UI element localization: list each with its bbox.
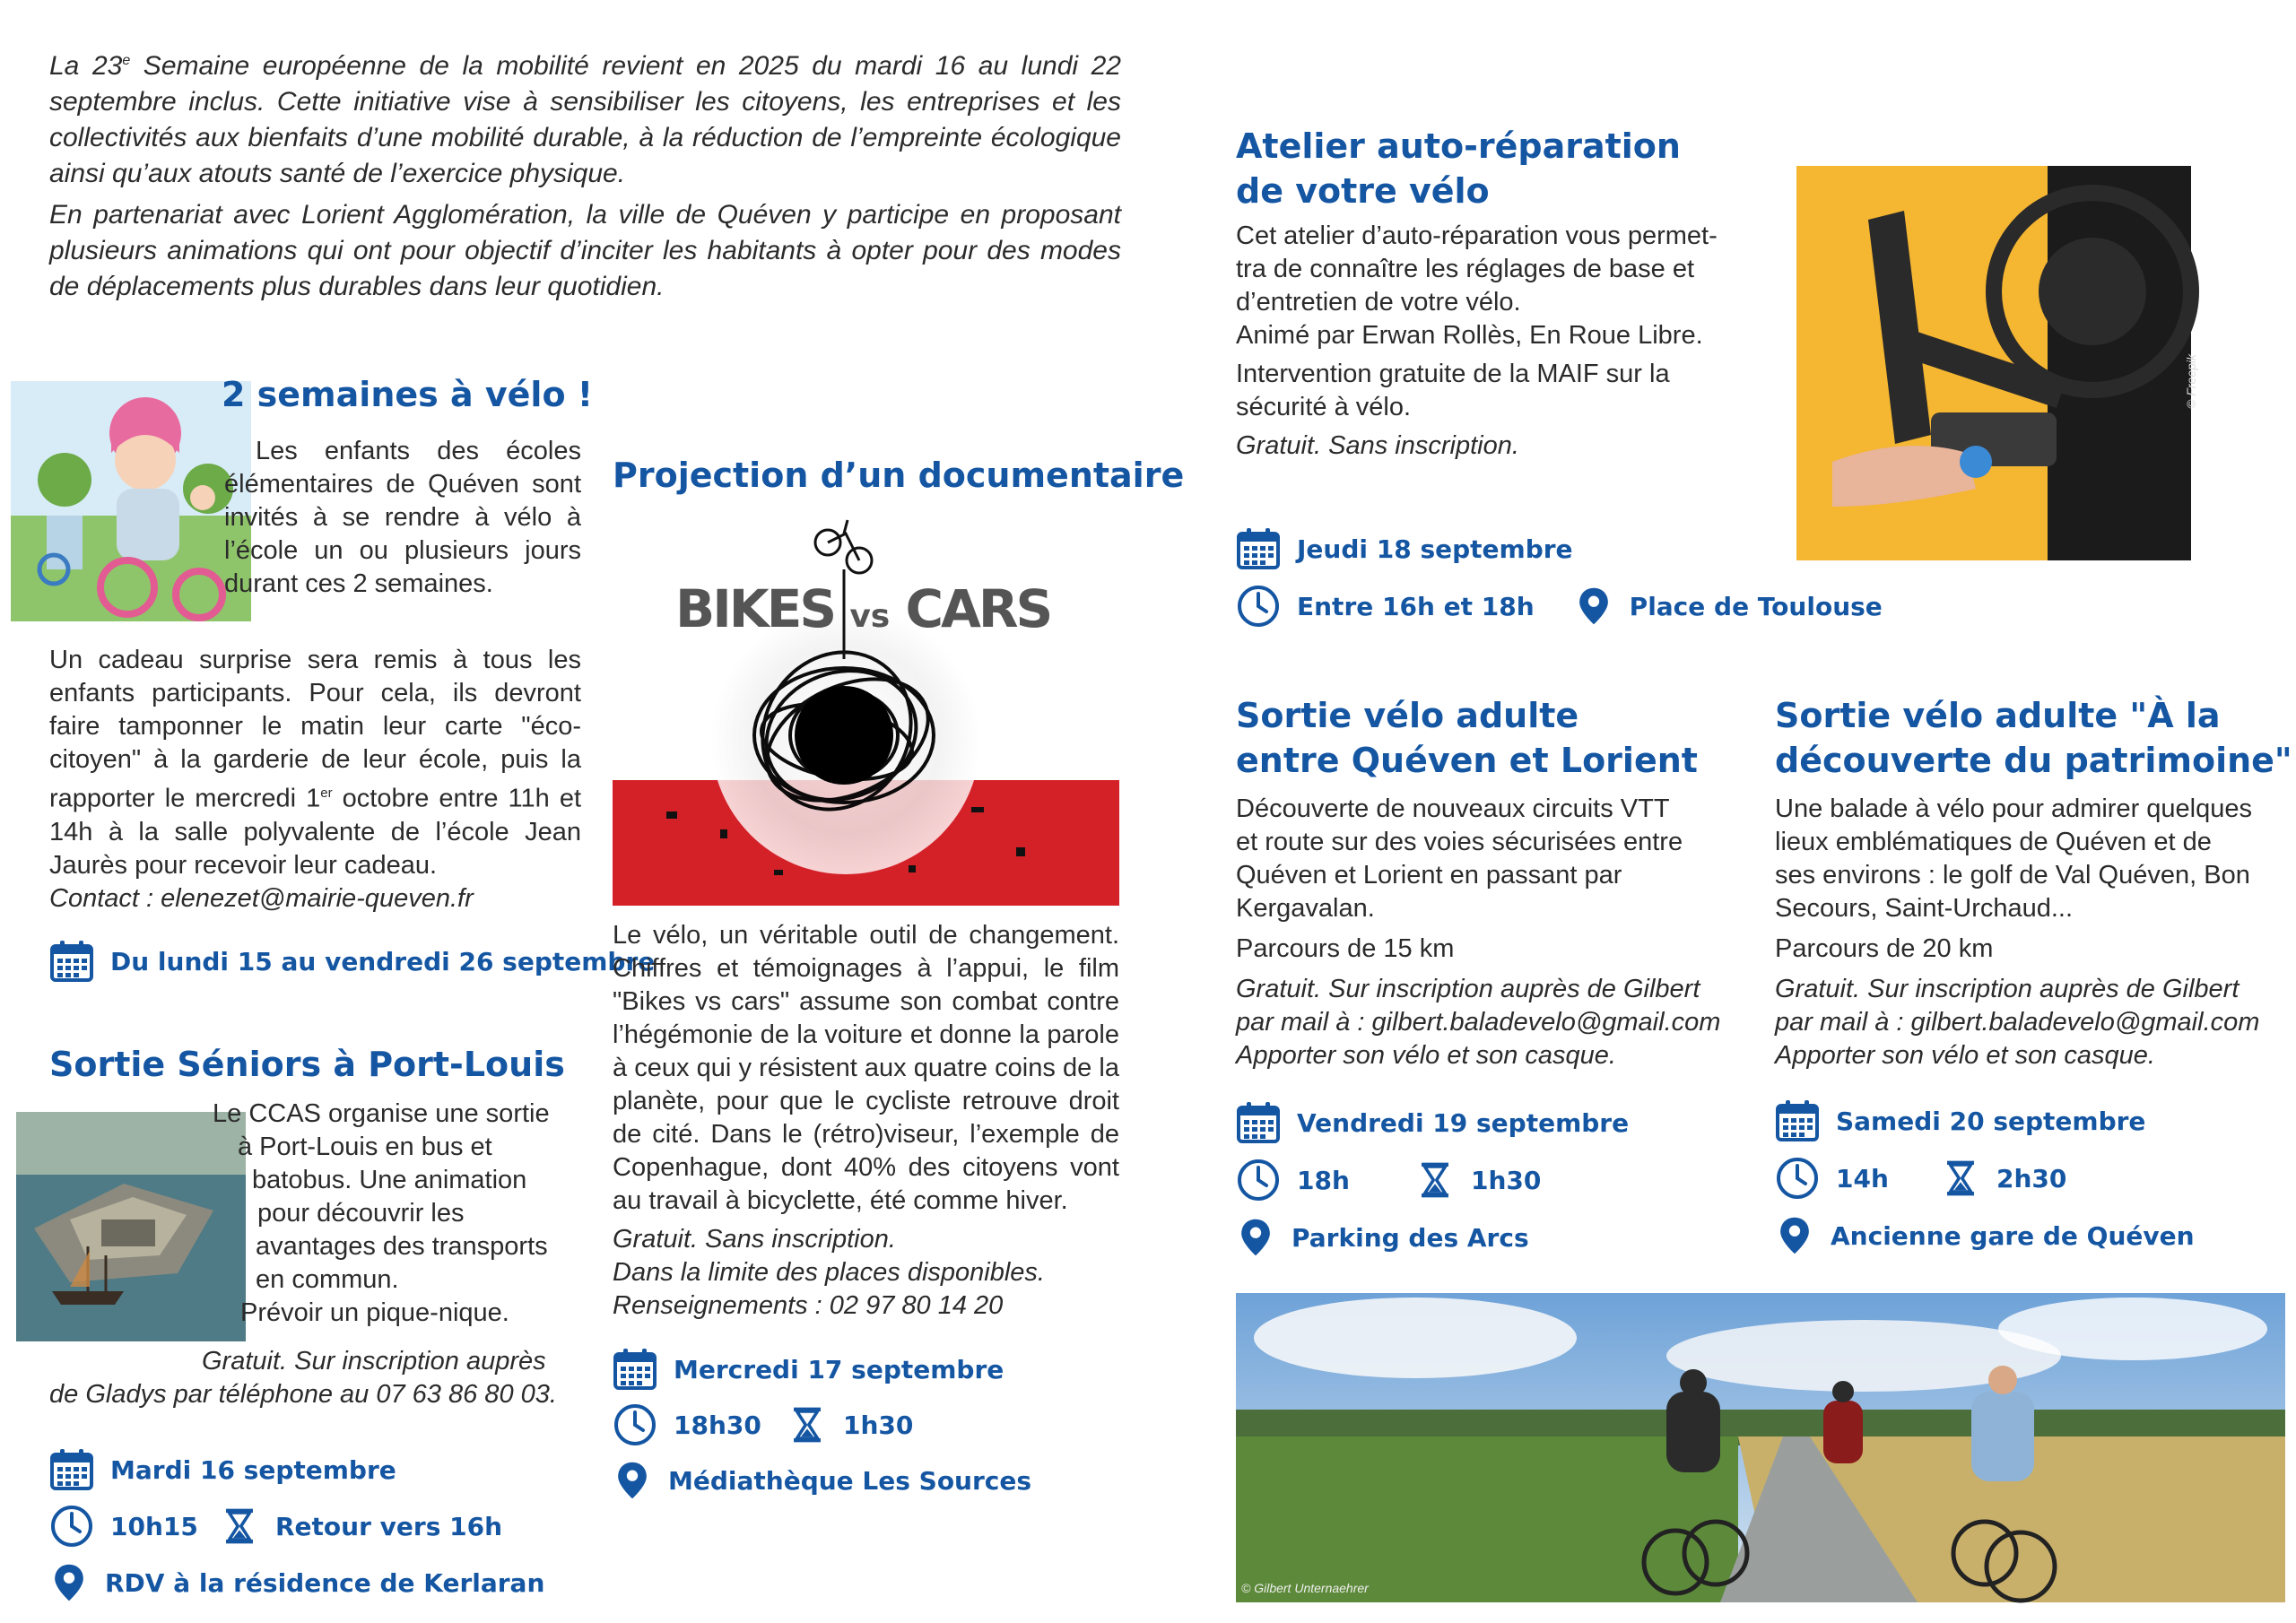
sortie1-info [1236,1097,1692,1263]
sortie2-info [1775,1095,2257,1262]
sortie2-text [1775,793,2286,1072]
sortie2-line: Une balade à vélo pour admirer quelques [1775,794,2253,823]
time-label: Entre 16h et 18h [1297,591,1535,621]
bike-repair-photo [1796,166,2198,560]
atelier-line: Animé par Erwan Rollès, En Roue Libre. [1236,321,1703,350]
duration-label: 2h30 [1996,1163,2067,1193]
projection-place-row [613,1454,1094,1506]
hourglass-icon [220,1504,259,1549]
sortie1-note [1236,973,1765,1072]
sortie2-line: Secours, Saint-Urchaud... [1775,894,2074,923]
velo2-contact: Contact : elenezet@mairie-queven.fr [49,884,474,913]
sortie1-place-row [1236,1211,1692,1263]
projection-time-row [613,1399,1094,1451]
sortie1-line: et route sur des voies sécurisées entre [1236,828,1683,856]
poster-word-vs: vs [849,598,891,635]
time-item [1775,1156,1941,1201]
sortie2-title-line: découverte du patrimoine" [1775,741,2292,780]
duration-item [1415,1158,1541,1202]
seniors-line: à Port-Louis en bus et [238,1133,492,1161]
child-cyclist-illustration [11,381,251,621]
date-label: Mardi 16 septembre [110,1454,396,1485]
hourglass-icon [787,1402,827,1447]
time-label: 10h15 [110,1511,198,1541]
time-item [1236,1158,1415,1202]
projection-note-line: Gratuit. Sans inscription. [613,1225,896,1254]
seniors-note [49,1345,561,1411]
time-item [613,1402,787,1447]
atelier-date-row [1236,523,1945,575]
projection-note-line: Renseignements : 02 97 80 14 20 [613,1291,1004,1320]
sortie2-note-line: Gratuit. Sur inscription auprès de Gilbert [1775,975,2239,1003]
seniors-place-row [49,1557,607,1609]
clock-icon [49,1504,94,1549]
atelier-line: tra de connaître les réglages de base et [1236,255,1695,283]
sortie2-time-row [1775,1152,2257,1204]
date-item [49,939,655,984]
seniors-line: Le CCAS organise une sortie [213,1099,550,1128]
seniors-text [0,1098,592,1330]
place-item [613,1458,1031,1503]
calendar-icon [1775,1098,1820,1143]
bikes-vs-cars-poster [613,516,1119,906]
poster-word-cars: CARS [905,578,1051,639]
poster-title [675,578,1050,639]
velo2-gift-text: Un cadeau surprise sera remis à tous les enfants participants. Pour cela, ils devront faire tamponner le matin leur carte "éco-citoyen" à la garderie de leur école, puis la rapporter le mercredi 1er octobre entre 11h et 14h à la salle polyvalente de l’école Jean Jaurès pour recevoir leur cadeau. [49,646,582,880]
duration-label: Retour vers 16h [275,1511,503,1541]
clock-icon [1236,1158,1281,1202]
sortie1-date-row [1236,1097,1692,1149]
clock-icon [1236,584,1281,629]
sortie1-title-line: entre Quéven et Lorient [1236,741,1698,780]
sortie1-text [1236,793,1765,1072]
duration-item [1941,1156,2066,1201]
seniors-note-line: Gratuit. Sur inscription auprès [202,1347,546,1376]
atelier-note: Gratuit. Sans inscription. [1236,431,1519,460]
time-label: 14h [1836,1163,1889,1193]
place-item [1775,1213,2195,1258]
time-label: 18h [1297,1165,1350,1195]
clock-icon [1775,1156,1820,1201]
projection-title: Projection d’un documentaire [613,456,1185,495]
seniors-note-line: de Gladys par téléphone au 07 63 86 80 03. [49,1380,557,1409]
place-label: Parking des Arcs [1292,1222,1529,1253]
seniors-title: Sortie Séniors à Port-Louis [49,1045,565,1084]
date-item [1236,1100,1629,1145]
atelier-line: d’entretien de votre vélo. [1236,288,1521,317]
projection-date-row [613,1343,1094,1395]
duration-item [787,1402,913,1447]
seniors-line: batobus. Une animation [252,1166,527,1194]
atelier-text [1236,220,1774,463]
duration-label: 1h30 [843,1410,914,1440]
sortie1-line: Découverte de nouveaux circuits VTT [1236,794,1670,823]
atelier-line: Intervention gratuite de la MAIF sur la [1236,360,1670,388]
poster-word-bikes: BIKES [675,578,835,639]
atelier-line: sécurité à vélo. [1236,393,1412,421]
seniors-line: avantages des transports [256,1232,548,1261]
sortie1-note-line: par mail à : gilbert.baladevelo@gmail.com [1236,1008,1721,1037]
sortie2-place-row [1775,1210,2257,1262]
projection-note [613,1223,1119,1323]
location-pin-icon [1574,584,1613,629]
atelier-title [1236,124,1681,213]
sortie2-line: ses environs : le golf de Val Quéven, Bon [1775,861,2250,890]
date-label: Du lundi 15 au vendredi 26 septembre [110,946,656,976]
group-ride-photo [1236,1293,2285,1602]
seniors-info [49,1444,607,1609]
sortie1-distance: Parcours de 15 km [1236,934,1455,963]
photo-credit: © Gilbert Unternaehrer [1241,1581,1369,1595]
duration-label: 1h30 [1471,1165,1542,1195]
intro-paragraph-2: En partenariat avec Lorient Agglomération, la ville de Quéven y participe en proposant plusieurs animations qui ont pour objectif d’inciter les habitants à opter pour des modes de déplacements plus durables dans leur quotidien. [49,200,1121,301]
projection-info [613,1343,1094,1506]
sortie2-date-row [1775,1095,2257,1147]
sortie2-note-line: Apporter son vélo et son casque. [1775,1041,2155,1070]
calendar-icon [613,1347,657,1392]
sortie1-title [1236,693,1698,783]
time-item [1236,584,1535,629]
date-label: Samedi 20 septembre [1836,1106,2146,1136]
atelier-info [1236,523,1945,632]
date-item [1236,526,1573,571]
date-item [613,1347,1004,1392]
atelier-time-row [1236,580,1945,632]
sortie1-line: Quéven et Lorient en passant par [1236,861,1622,890]
atelier-title-line: de votre vélo [1236,171,1490,211]
seniors-line: Prévoir un pique-nique. [240,1298,509,1327]
intro-paragraph-1: La 23e Semaine européenne de la mobilité revient en 2025 du mardi 16 au lundi 22 septembre inclus. Cette initiative vise à sensibiliser les citoyens, les entreprises et les collectivités aux bienfaits d’une mobilité durable, à la réduction de l’empreinte écologique ainsi qu’aux atouts santé de l’exercice physique. [49,51,1121,188]
place-label: Médiathèque Les Sources [668,1465,1032,1496]
hourglass-icon [1415,1158,1455,1202]
photo-credit: © Freepik [2184,354,2198,409]
sortie2-line: lieux emblématiques de Quéven et de [1775,828,2212,856]
calendar-icon [49,1447,94,1492]
sortie2-distance: Parcours de 20 km [1775,934,1994,963]
intro-text [49,43,1121,305]
projection-note-line: Dans la limite des places disponibles. [613,1258,1045,1287]
calendar-icon [49,939,94,984]
location-pin-icon [1775,1213,1814,1258]
sortie1-title-line: Sortie vélo adulte [1236,696,1579,735]
calendar-icon [1236,526,1281,571]
place-item [1236,1215,1529,1260]
duration-item [220,1504,502,1549]
sortie2-title-line: Sortie vélo adulte "À la [1775,696,2221,735]
time-label: 18h30 [674,1410,761,1440]
date-item [49,1447,396,1492]
clock-icon [613,1402,657,1447]
date-label: Vendredi 19 septembre [1297,1107,1630,1138]
seniors-time-row [49,1500,607,1552]
velo2-title: 2 semaines à vélo ! [222,375,594,414]
sortie1-note-line: Apporter son vélo et son casque. [1236,1041,1616,1070]
velo2-intro-text: Les enfants des écoles élémentaires de Quéven sont invités à se rendre à vélo à l’école un ou plusieurs jours durant ces 2 semaines. [224,437,581,598]
place-label: Place de Toulouse [1629,591,1883,621]
sortie1-note-line: Gratuit. Sur inscription auprès de Gilbert [1236,975,1700,1003]
date-item [1775,1098,2145,1143]
date-label: Jeudi 18 septembre [1297,534,1573,564]
location-pin-icon [1236,1215,1275,1260]
sortie1-line: Kergavalan. [1236,894,1375,923]
projection-body: Le vélo, un véritable outil de changement. Chiffres et témoignages à l’appui, le film "Bikes vs cars" assume son combat contre l’hégémonie de la voiture et donne la parole à ceux qui y résistent aux quatre coins de la planète, pour que le cycliste retrouve droit de cité. Dans le (rétro)viseur, l’exemple de Copenhague, dont 40% des citoyens vont au travail à bicyclette, été comme hiver. [613,921,1119,1215]
place-label: Ancienne gare de Quéven [1831,1220,2195,1251]
place-item [49,1560,544,1605]
calendar-icon [1236,1100,1281,1145]
sortie2-title [1775,693,2292,783]
date-label: Mercredi 17 septembre [674,1354,1004,1384]
atelier-line: Cet atelier d’auto-réparation vous permet- [1236,221,1718,250]
sortie1-time-row [1236,1154,1692,1206]
sortie2-note-line: par mail à : gilbert.baladevelo@gmail.com [1775,1008,2260,1037]
seniors-date-row [49,1444,607,1496]
seniors-line: pour découvrir les [257,1199,465,1228]
place-label: RDV à la résidence de Kerlaran [105,1567,545,1598]
location-pin-icon [49,1560,89,1605]
hourglass-icon [1941,1156,1980,1201]
time-item [49,1504,220,1549]
location-pin-icon [613,1458,652,1503]
place-item [1574,584,1883,629]
seniors-line: en commun. [256,1265,399,1294]
atelier-title-line: Atelier auto-réparation [1236,126,1681,166]
sortie2-note [1775,973,2286,1072]
